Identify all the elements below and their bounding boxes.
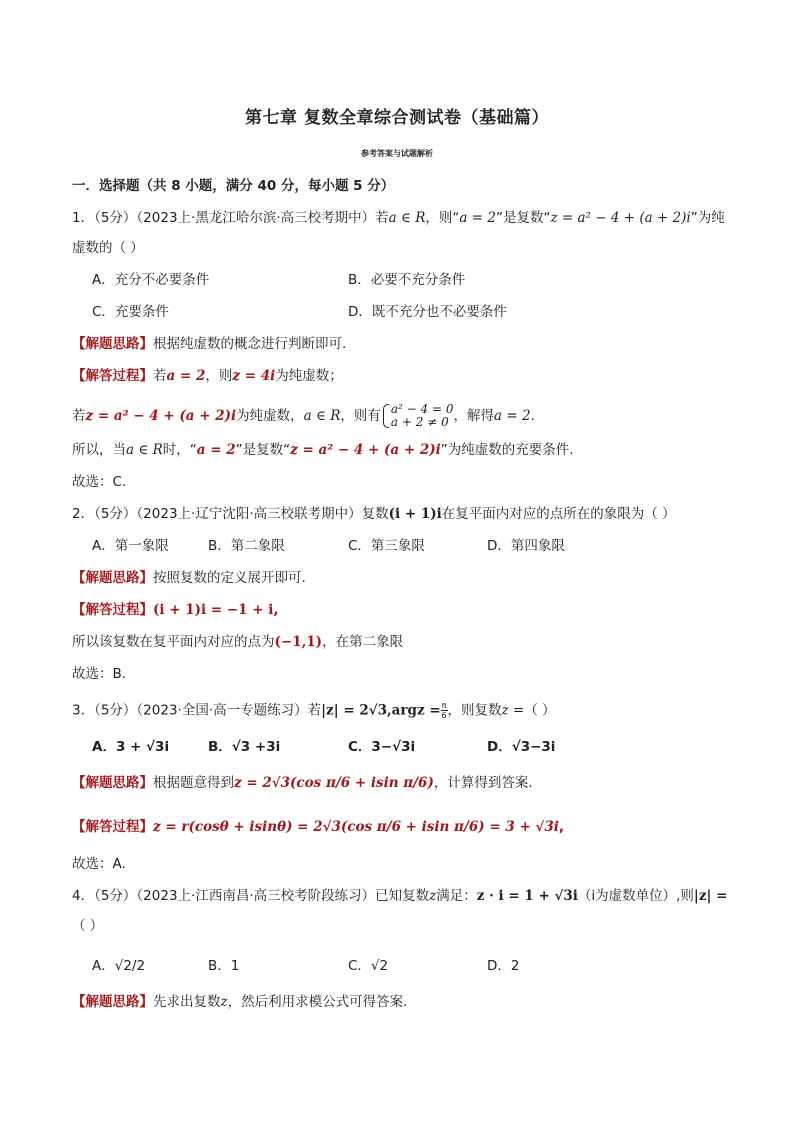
q2-process-line2: 所以该复数在复平面内对应的点为(−1,1)，在第二象限	[72, 634, 404, 650]
q4-option-b: B．1	[208, 958, 240, 974]
q4-option-c: C．√2	[348, 958, 389, 974]
idea-label: 【解题思路】	[72, 336, 153, 352]
q3-option-d: D．√3−3i	[487, 739, 556, 755]
q3-idea: 【解题思路】根据题意得到z = 2√3(cos π/6 + isin π/6)，计算得到答案.	[72, 775, 533, 791]
process-label: 【解答过程】	[72, 368, 153, 384]
q2-stem: 2．（5分）（2023上·辽宁沈阳·高三校联考期中）复数(i + 1)i在复平面内对应的点所在的象限为（ ）	[72, 506, 676, 522]
q2-idea: 【解题思路】按照复数的定义展开即可.	[72, 570, 306, 586]
q1-option-d: D．既不充分也不必要条件	[348, 304, 507, 320]
q3-option-c: C．3−√3i	[348, 739, 416, 755]
q4-stem-line2: （ ）	[72, 918, 104, 934]
q1-process-line2: 若z = a² − 4 + (a + 2)i为纯虚数，a ∈ R，则有 a² − 4 = 0 a + 2 ≠ 0 ，解得a = 2.	[72, 402, 535, 429]
q3-process: 【解答过程】z = r(cosθ + isinθ) = 2√3(cos π/6 + isin π/6) = 3 + √3i,	[72, 819, 564, 835]
q4-option-d: D．2	[487, 958, 520, 974]
q1-option-c: C．充要条件	[92, 304, 169, 320]
q3-option-b: B．√3 +3i	[208, 739, 281, 755]
q1-process-line1: 【解答过程】若a = 2，则z = 4i为纯虚数；	[72, 368, 343, 384]
q1-stem-line1: 1．（5分）（2023上·黑龙江哈尔滨·高三校考期中）若a ∈ R，则“a = 2”是复数“z = a² − 4 + (a + 2)i”为纯	[72, 210, 725, 226]
q1-process-line3: 所以，当a ∈ R时，“a = 2”是复数“z = a² − 4 + (a + 2)i”为纯虚数的充要条件.	[72, 442, 574, 458]
q2-process: 【解答过程】(i + 1)i = −1 + i,	[72, 602, 279, 618]
q4-idea: 【解题思路】先求出复数z，然后利用求模公式可得答案.	[72, 994, 408, 1010]
page-subtitle: 参考答案与试题解析	[361, 149, 433, 158]
q1-stem-line2: 虚数的（ ）	[72, 240, 144, 256]
q2-answer: 故选：B.	[72, 666, 127, 682]
q1-option-b: B．必要不充分条件	[348, 272, 466, 288]
q3-answer: 故选：A.	[72, 856, 126, 872]
q3-stem: 3．（5分）（2023·全国·高一专题练习）若|z| = 2√3,argz = $\frac{\pi}{6}$ ，则复数z =（ ）	[72, 701, 556, 720]
q1-option-a: A．充分不必要条件	[92, 272, 210, 288]
page-title: 第七章 复数全章综合测试卷（基础篇）	[245, 108, 549, 128]
equation-system: a² − 4 = 0 a + 2 ≠ 0	[383, 403, 454, 429]
q1-idea: 【解题思路】根据纯虚数的概念进行判断即可.	[72, 336, 347, 352]
q4-stem-line1: 4．（5分）（2023上·江西南昌·高三校考阶段练习）已知复数z满足：z · i = 1 + √3i（i为虚数单位）,则|z| =	[72, 888, 728, 904]
q2-option-a: A．第一象限	[92, 538, 169, 554]
q2-option-d: D．第四象限	[487, 538, 565, 554]
q4-option-a: A．√2/2	[92, 958, 146, 974]
q2-option-c: C．第三象限	[348, 538, 425, 554]
q2-option-b: B．第二象限	[208, 538, 285, 554]
q1-answer: 故选：C.	[72, 474, 127, 490]
fraction-pi-6: $\frac{\pi}{6}$	[441, 701, 447, 720]
section-heading: 一．选择题（共 8 小题，满分 40 分，每小题 5 分）	[72, 178, 395, 194]
q3-option-a: A．3 + √3i	[92, 739, 170, 755]
